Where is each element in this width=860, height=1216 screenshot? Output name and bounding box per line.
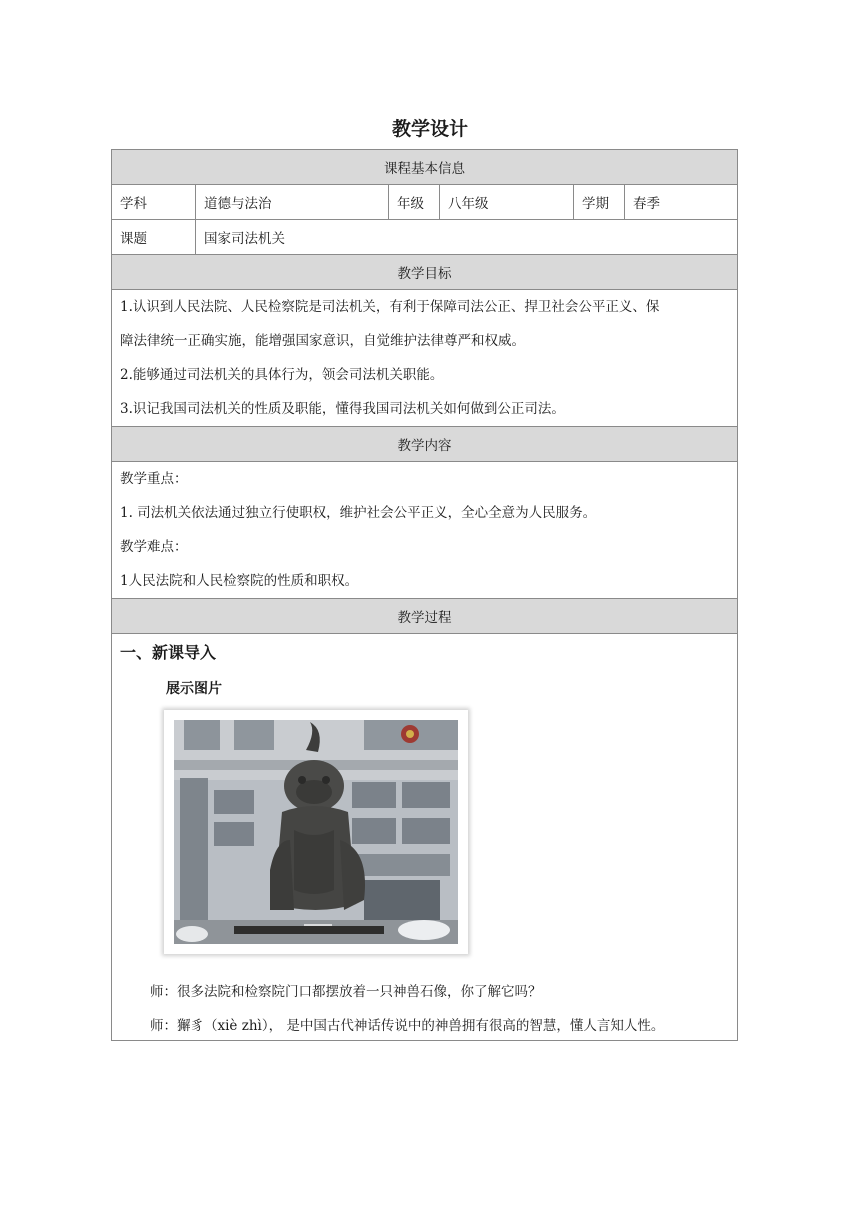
term-value: 春季 — [625, 185, 738, 220]
info-row — [112, 185, 738, 220]
objective-line: 3.识记我国司法机关的性质及职能，懂得我国司法机关如何做到公正司法。 — [120, 401, 565, 417]
objectives-row — [112, 290, 738, 427]
page-title: 教学设计 — [391, 118, 468, 140]
topic-row — [112, 220, 738, 255]
objective-line: 障法律统一正确实施，能增强国家意识，自觉维护法律尊严和权威。 — [120, 333, 525, 349]
lesson-plan-table — [111, 149, 738, 1041]
section-header-basic-info — [112, 150, 738, 185]
topic-value: 国家司法机关 — [196, 220, 738, 255]
difficult-point-item: 1人民法院和人民检察院的性质和职权。 — [120, 573, 359, 589]
difficult-points-label: 教学难点： — [120, 539, 188, 555]
xiezhi-statue-photo — [164, 710, 468, 954]
process-header: 教学过程 — [112, 599, 738, 634]
objectives-cell — [112, 290, 738, 427]
topic-label: 课题 — [112, 220, 196, 255]
process-cell — [112, 634, 738, 1041]
content-row — [112, 462, 738, 599]
key-point-item: 1. 司法机关依法通过独立行使职权，维护社会公平正义，全心全意为人民服务。 — [120, 505, 597, 521]
subsection-heading: 展示图片 — [166, 681, 222, 697]
objectives-header: 教学目标 — [112, 255, 738, 290]
key-points-label: 教学重点： — [120, 471, 188, 487]
section-header-process — [112, 599, 738, 634]
teacher-line: 师：獬豸（xiè zhì）， 是中国古代神话传说中的神兽拥有很高的智慧，懂人言知人性。 — [150, 1018, 665, 1034]
section-header-content — [112, 427, 738, 462]
section-header-objectives — [112, 255, 738, 290]
photo-illustration — [174, 720, 458, 944]
section-heading: 一、新课导入 — [120, 643, 217, 662]
process-row — [112, 634, 738, 1041]
objective-line: 2.能够通过司法机关的具体行为，领会司法机关职能。 — [120, 367, 444, 383]
basic-info-header: 课程基本信息 — [112, 150, 738, 185]
content-cell — [112, 462, 738, 599]
content-header: 教学内容 — [112, 427, 738, 462]
grade-label: 年级 — [389, 185, 440, 220]
subject-label: 学科 — [112, 185, 196, 220]
grade-value: 八年级 — [440, 185, 574, 220]
term-label: 学期 — [574, 185, 625, 220]
teacher-line: 师：很多法院和检察院门口都摆放着一只神兽石像，你了解它吗？ — [150, 984, 542, 1000]
subject-value: 道德与法治 — [196, 185, 389, 220]
objective-line: 1.认识到人民法院、人民检察院是司法机关，有利于保障司法公正、捍卫社会公平正义、保 — [120, 299, 660, 315]
